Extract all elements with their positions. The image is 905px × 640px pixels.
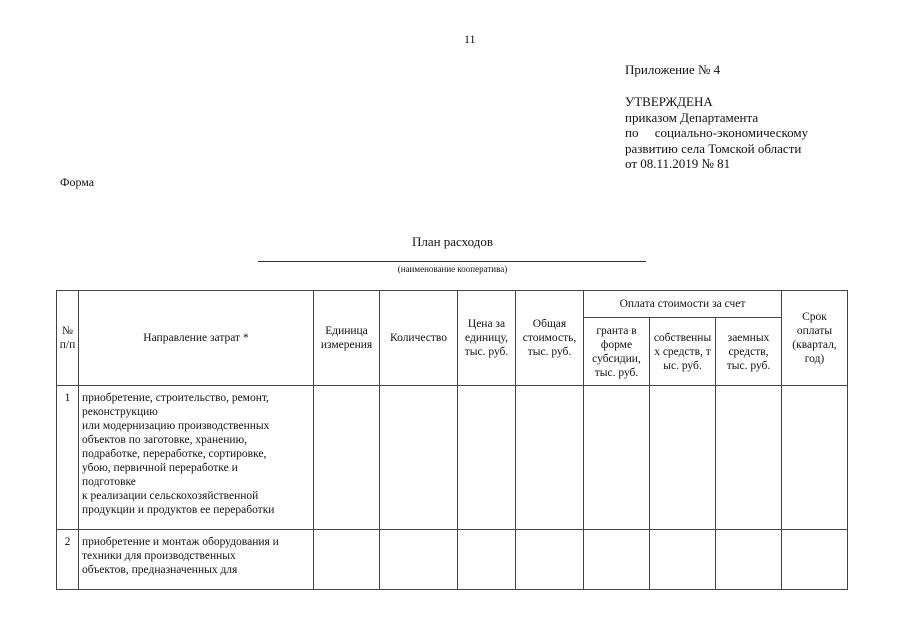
approval-line: приказом Департамента: [625, 109, 759, 125]
direction-line: убою, первичной переработке и: [82, 462, 238, 474]
row-direction: [79, 386, 314, 530]
table-row: [57, 386, 848, 530]
header-own-funds: собственных средств, тыс. руб.: [650, 318, 716, 386]
cell-borrowed: [716, 386, 782, 530]
row-num: 1: [57, 386, 79, 530]
cell-own-funds: [650, 530, 716, 590]
appendix-label: Приложение № 4: [625, 62, 721, 77]
header-term: Срок оплаты (квартал, год): [782, 291, 848, 386]
direction-line: объектов по заготовке, хранению,: [82, 434, 248, 446]
direction-line: объектов, предназначенных для: [82, 564, 238, 576]
cell-term: [782, 530, 848, 590]
direction-line: продукции и продуктов ее переработки: [82, 504, 275, 516]
cell-unit-price: [458, 530, 516, 590]
title-caption: (наименование кооператива): [397, 264, 508, 274]
header-quantity: Количество: [380, 291, 458, 386]
header-direction: Направление затрат *: [79, 291, 314, 386]
expense-plan-table: [56, 290, 848, 590]
cell-total-cost: [516, 386, 584, 530]
cell-quantity: [380, 386, 458, 530]
direction-line: приобретение, строительство, ремонт,: [82, 392, 269, 404]
approval-line: по социально-экономическому: [625, 125, 809, 140]
header-unit: Единица измерения: [314, 291, 380, 386]
header-total-cost: Общая стоимость, тыс. руб.: [516, 291, 584, 386]
cell-term: [782, 386, 848, 530]
table-row: [57, 530, 848, 590]
header-payment-group: Оплата стоимости за счет: [584, 291, 782, 318]
document-title: План расходов: [411, 234, 494, 249]
header-borrowed: заемных средств, тыс. руб.: [716, 318, 782, 386]
cell-own-funds: [650, 386, 716, 530]
row-num: 2: [57, 530, 79, 590]
cell-unit-price: [458, 386, 516, 530]
approval-block: [625, 94, 808, 172]
approval-line: развитию села Томской области: [625, 140, 802, 156]
cell-borrowed: [716, 530, 782, 590]
cell-quantity: [380, 530, 458, 590]
direction-line: реконструкцию: [82, 406, 158, 418]
direction-line: приобретение и монтаж оборудования и: [82, 536, 279, 548]
direction-line: к реализации сельскохозяйственной: [82, 490, 259, 502]
direction-line: подработке, переработке, сортировке,: [82, 448, 267, 460]
direction-line: техники для производственных: [82, 550, 236, 562]
cell-grant: [584, 530, 650, 590]
header-unit-price: Цена за единицу, тыс. руб.: [458, 291, 516, 386]
cell-total-cost: [516, 530, 584, 590]
page-number: 11: [464, 32, 476, 46]
cell-grant: [584, 386, 650, 530]
form-label: Форма: [60, 175, 95, 189]
header-grant: гранта в форме субсидии, тыс. руб.: [584, 318, 650, 386]
title-underline: [258, 261, 646, 262]
header-num: № п/п: [57, 291, 79, 386]
direction-line: подготовке: [82, 476, 136, 488]
approval-line: УТВЕРЖДЕНА: [625, 94, 713, 109]
cell-unit: [314, 530, 380, 590]
cell-unit: [314, 386, 380, 530]
approval-line: от 08.11.2019 № 81: [625, 156, 731, 171]
row-direction: [79, 530, 314, 590]
direction-line: или модернизацию производственных: [82, 420, 270, 432]
